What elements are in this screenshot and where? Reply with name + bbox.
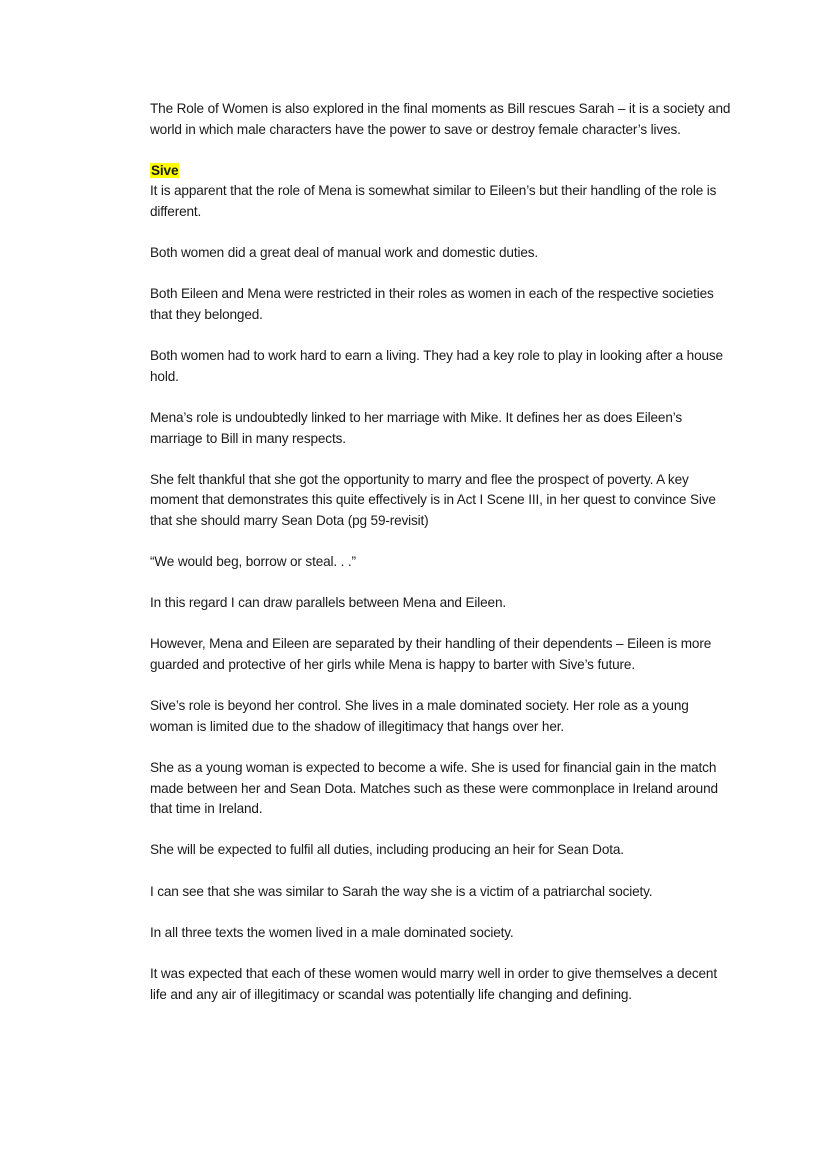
paragraph: She as a young woman is expected to become a wife. She is used for financial gain in the match made between her and Sean Dota. Matches such as these were commonplace in Ireland around that time in Ireland. <box>150 760 718 817</box>
paragraph: Both Eileen and Mena were restricted in their roles as women in each of the respective societies that they belonged. <box>150 286 714 322</box>
paragraph: Sive’s role is beyond her control. She lives in a male dominated society. Her role as a young woman is limited due to the shadow of illegitimacy that hangs over her. <box>150 698 689 734</box>
paragraph: I can see that she was similar to Sarah the way she is a victim of a patriarchal society. <box>150 883 653 899</box>
paragraph: Mena’s role is undoubtedly linked to her marriage with Mike. It defines her as does Eileen’s marriage to Bill in many respects. <box>150 409 683 446</box>
paragraph: Both women had to work hard to earn a living. They had a key role to play in looking after a house hold. <box>150 348 723 384</box>
paragraph: It is apparent that the role of Mena is somewhat similar to Eileen’s but their handling of the role is different. <box>150 183 717 219</box>
paragraph: In all three texts the women lived in a male dominated society. <box>150 924 514 940</box>
document-page <box>150 99 735 1026</box>
paragraph: She felt thankful that she got the opportunity to marry and flee the prospect of poverty. A key moment that demonstrates this quite effectively is in Act I Scene III, in her quest to convince Sive that she should marry Sean Dota (pg 59-revisit) <box>150 471 716 528</box>
paragraph: Both women did a great deal of manual work and domestic duties. <box>150 245 539 261</box>
paragraph: In this regard I can draw parallels between Mena and Eileen. <box>150 595 506 611</box>
quote-paragraph: “We would beg, borrow or steal. . .” <box>150 554 356 570</box>
intro-paragraph: The Role of Women is also explored in the final moments as Bill rescues Sarah – it is a society and world in which male characters have the power to save or destroy female character’s lives. <box>150 101 731 137</box>
paragraph: It was expected that each of these women would marry well in order to give themselves a decent life and any air of illegitimacy or scandal was potentially life changing and defining. <box>150 965 717 1002</box>
paragraph: She will be expected to fulfil all duties, including producing an heir for Sean Dota. <box>150 842 624 858</box>
section-heading <box>150 161 735 182</box>
paragraph: However, Mena and Eileen are separated by their handling of their dependents – Eileen is more guarded and protective of her girls while Mena is happy to barter with Sive’s future. <box>150 636 712 673</box>
highlighted-heading-text: Sive <box>151 162 179 178</box>
